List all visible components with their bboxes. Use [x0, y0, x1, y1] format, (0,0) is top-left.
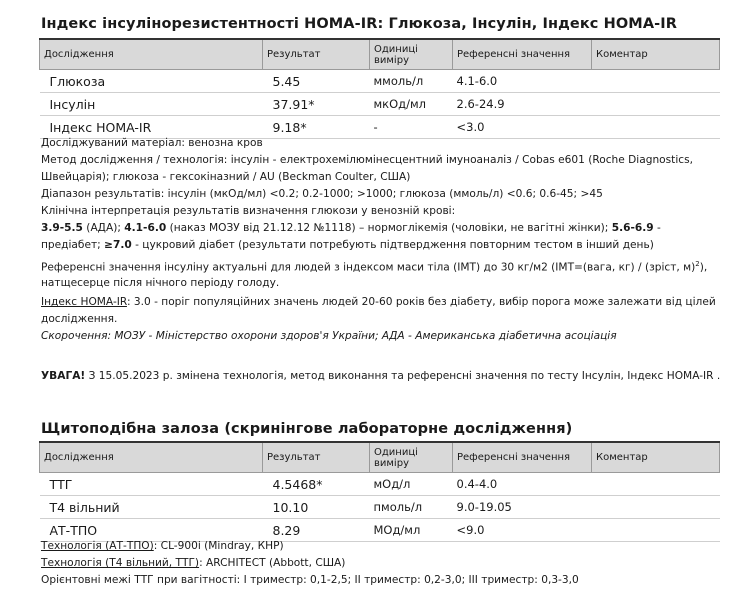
- test-reference: 9.0-19.05: [453, 496, 592, 519]
- table-row: [40, 93, 720, 116]
- test-name: Інсулін: [40, 93, 263, 116]
- col-header-unit: Одиниці виміру: [370, 39, 453, 70]
- col-header-unit: Одиниці виміру: [370, 442, 453, 473]
- test-result: 8.29: [263, 519, 370, 542]
- insulin-reference-end: ),: [699, 261, 708, 274]
- note-insulin-reference-line1: [41, 256, 711, 277]
- col-header-test: Дослідження: [40, 39, 263, 70]
- glucose-range-ada-label: (АДА);: [82, 222, 125, 234]
- bmi-superscript: 2: [695, 260, 700, 268]
- note-warning: [41, 368, 721, 385]
- test-result: 37.91*: [263, 93, 370, 116]
- test-comment: [592, 93, 720, 116]
- test-name: Т4 вільний: [40, 496, 263, 519]
- test-unit: ммоль/л: [370, 70, 453, 93]
- section-title-homa: Індекс інсулінорезистентності HOMA-IR: Глюкоза, Інсулін, Індекс HOMA-IR: [41, 16, 678, 32]
- glucose-range-ada: 3.9-5.5: [41, 222, 83, 234]
- col-header-reference: Референсні значення: [453, 39, 592, 70]
- test-result: 5.45: [263, 70, 370, 93]
- insulin-reference-text: Референсні значення інсуліну актуальні для людей з індексом маси тіла (ІМТ) до 30 кг/м2 (ІМТ=(вага, кг) / (зріст, м): [41, 261, 696, 274]
- test-comment: [592, 70, 720, 93]
- test-comment: [592, 496, 720, 519]
- tech-atpo-label: Технологія (АТ-ТПО): [41, 540, 154, 552]
- note-glucose-ranges-line1: [41, 220, 711, 237]
- note-insulin-reference-line2: натщесерце після нічного періоду голоду.: [41, 277, 280, 289]
- prediabetes-label: предіабет;: [41, 239, 105, 251]
- homa-label: Індекс HOMA-IR: [41, 296, 127, 308]
- test-name: АТ-ТПО: [40, 519, 263, 542]
- note-interpretation: Клінічна інтерпретація результатів визначення глюкози у венозній крові:: [41, 205, 456, 217]
- table-row: [40, 70, 720, 93]
- col-header-test: Дослідження: [40, 442, 263, 473]
- thyroid-results-table: [39, 441, 720, 542]
- test-name: ТТГ: [40, 473, 263, 496]
- test-result: 9.18*: [263, 116, 370, 139]
- tech-t4-tsh-label: Технологія (Т4 вільний, ТТГ): [41, 557, 200, 569]
- table-row: [40, 473, 720, 496]
- diabetes-label: - цукровий діабет (результати потребують підтвердження повторним тестом в інший день): [131, 239, 654, 251]
- note-material: Досліджуваний матеріал: венозна кров: [41, 137, 263, 149]
- test-result: 4.5468*: [263, 473, 370, 496]
- table-header-row: [40, 442, 720, 473]
- col-header-result: Результат: [263, 39, 370, 70]
- note-method-line1: Метод дослідження / технологія: інсулін - електрохемілюмінесцентний імуноаналіз / Cobas e601 (Roche Diagnostics,: [41, 154, 693, 166]
- table-header-row: [40, 39, 720, 70]
- warning-text: З 15.05.2023 р. змінена технологія, метод виконання та референсні значення по тесту Інсулін, Індекс HOMA-IR .: [85, 370, 721, 382]
- note-homa-threshold-line1: [41, 294, 716, 311]
- glucose-range-mozu: 4.1-6.0: [124, 222, 167, 234]
- test-result: 10.10: [263, 496, 370, 519]
- note-pregnancy-tsh: Орієнтовні межі ТТГ при вагітності: І триместр: 0,1-2,5; ІІ триместр: 0,2-3,0; ІІІ триместр: 0,3-3,0: [41, 574, 579, 586]
- glucose-range-dash: -: [653, 222, 661, 234]
- col-header-comment: Коментар: [592, 39, 720, 70]
- test-reference: 2.6-24.9: [453, 93, 592, 116]
- test-unit: мкОд/мл: [370, 93, 453, 116]
- section-title-thyroid: Щитоподібна залоза (скринінгове лабораторне дослідження): [41, 421, 573, 437]
- test-unit: МОд/мл: [370, 519, 453, 542]
- glucose-range-diabetes: ≥7.0: [104, 239, 132, 251]
- test-reference: <3.0: [453, 116, 592, 139]
- col-header-comment: Коментар: [592, 442, 720, 473]
- tech-t4-tsh-text: : ARCHITECT (Abbott, США): [199, 557, 346, 569]
- note-homa-threshold-line2: дослідження.: [41, 313, 118, 325]
- test-unit: пмоль/л: [370, 496, 453, 519]
- test-reference: 4.1-6.0: [453, 70, 592, 93]
- note-method-line2: Швейцарія); глюкоза - гексокіназний / AU (Beckman Coulter, США): [41, 171, 411, 183]
- note-glucose-ranges-line2: [41, 237, 711, 254]
- table-row: [40, 496, 720, 519]
- note-tech-t4-tsh: [41, 555, 711, 572]
- test-unit: мОд/л: [370, 473, 453, 496]
- col-header-result: Результат: [263, 442, 370, 473]
- warning-label: УВАГА!: [41, 370, 86, 382]
- note-range: Діапазон результатів: інсулін (мкОд/мл) <0.2; 0.2-1000; >1000; глюкоза (ммоль/л) <0.6; 0.6-45; >45: [41, 188, 603, 200]
- glucose-range-mozu-label: (наказ МОЗУ від 21.12.12 №1118) – нормоглікемія (чоловіки, не вагітні жінки);: [166, 222, 612, 234]
- test-reference: <9.0: [453, 519, 592, 542]
- note-tech-atpo: [41, 538, 711, 555]
- test-name: Глюкоза: [40, 70, 263, 93]
- glucose-range-prediabetes: 5.6-6.9: [611, 222, 654, 234]
- col-header-reference: Референсні значення: [453, 442, 592, 473]
- homa-results-table: [39, 38, 720, 139]
- homa-threshold-text: : 3.0 - поріг популяційних значень людей 20-60 років без діабету, вибір порога може залежати від цілей: [126, 296, 716, 308]
- test-name: Індекс HOMA-IR: [40, 116, 263, 139]
- test-reference: 0.4-4.0: [453, 473, 592, 496]
- test-unit: -: [370, 116, 453, 139]
- test-comment: [592, 473, 720, 496]
- note-abbreviations: Скорочення: МОЗУ - Міністерство охорони здоров'я України; АДА - Американська діабетична асоціація: [41, 330, 617, 342]
- tech-atpo-text: : CL-900i (Mindray, КНР): [153, 540, 284, 552]
